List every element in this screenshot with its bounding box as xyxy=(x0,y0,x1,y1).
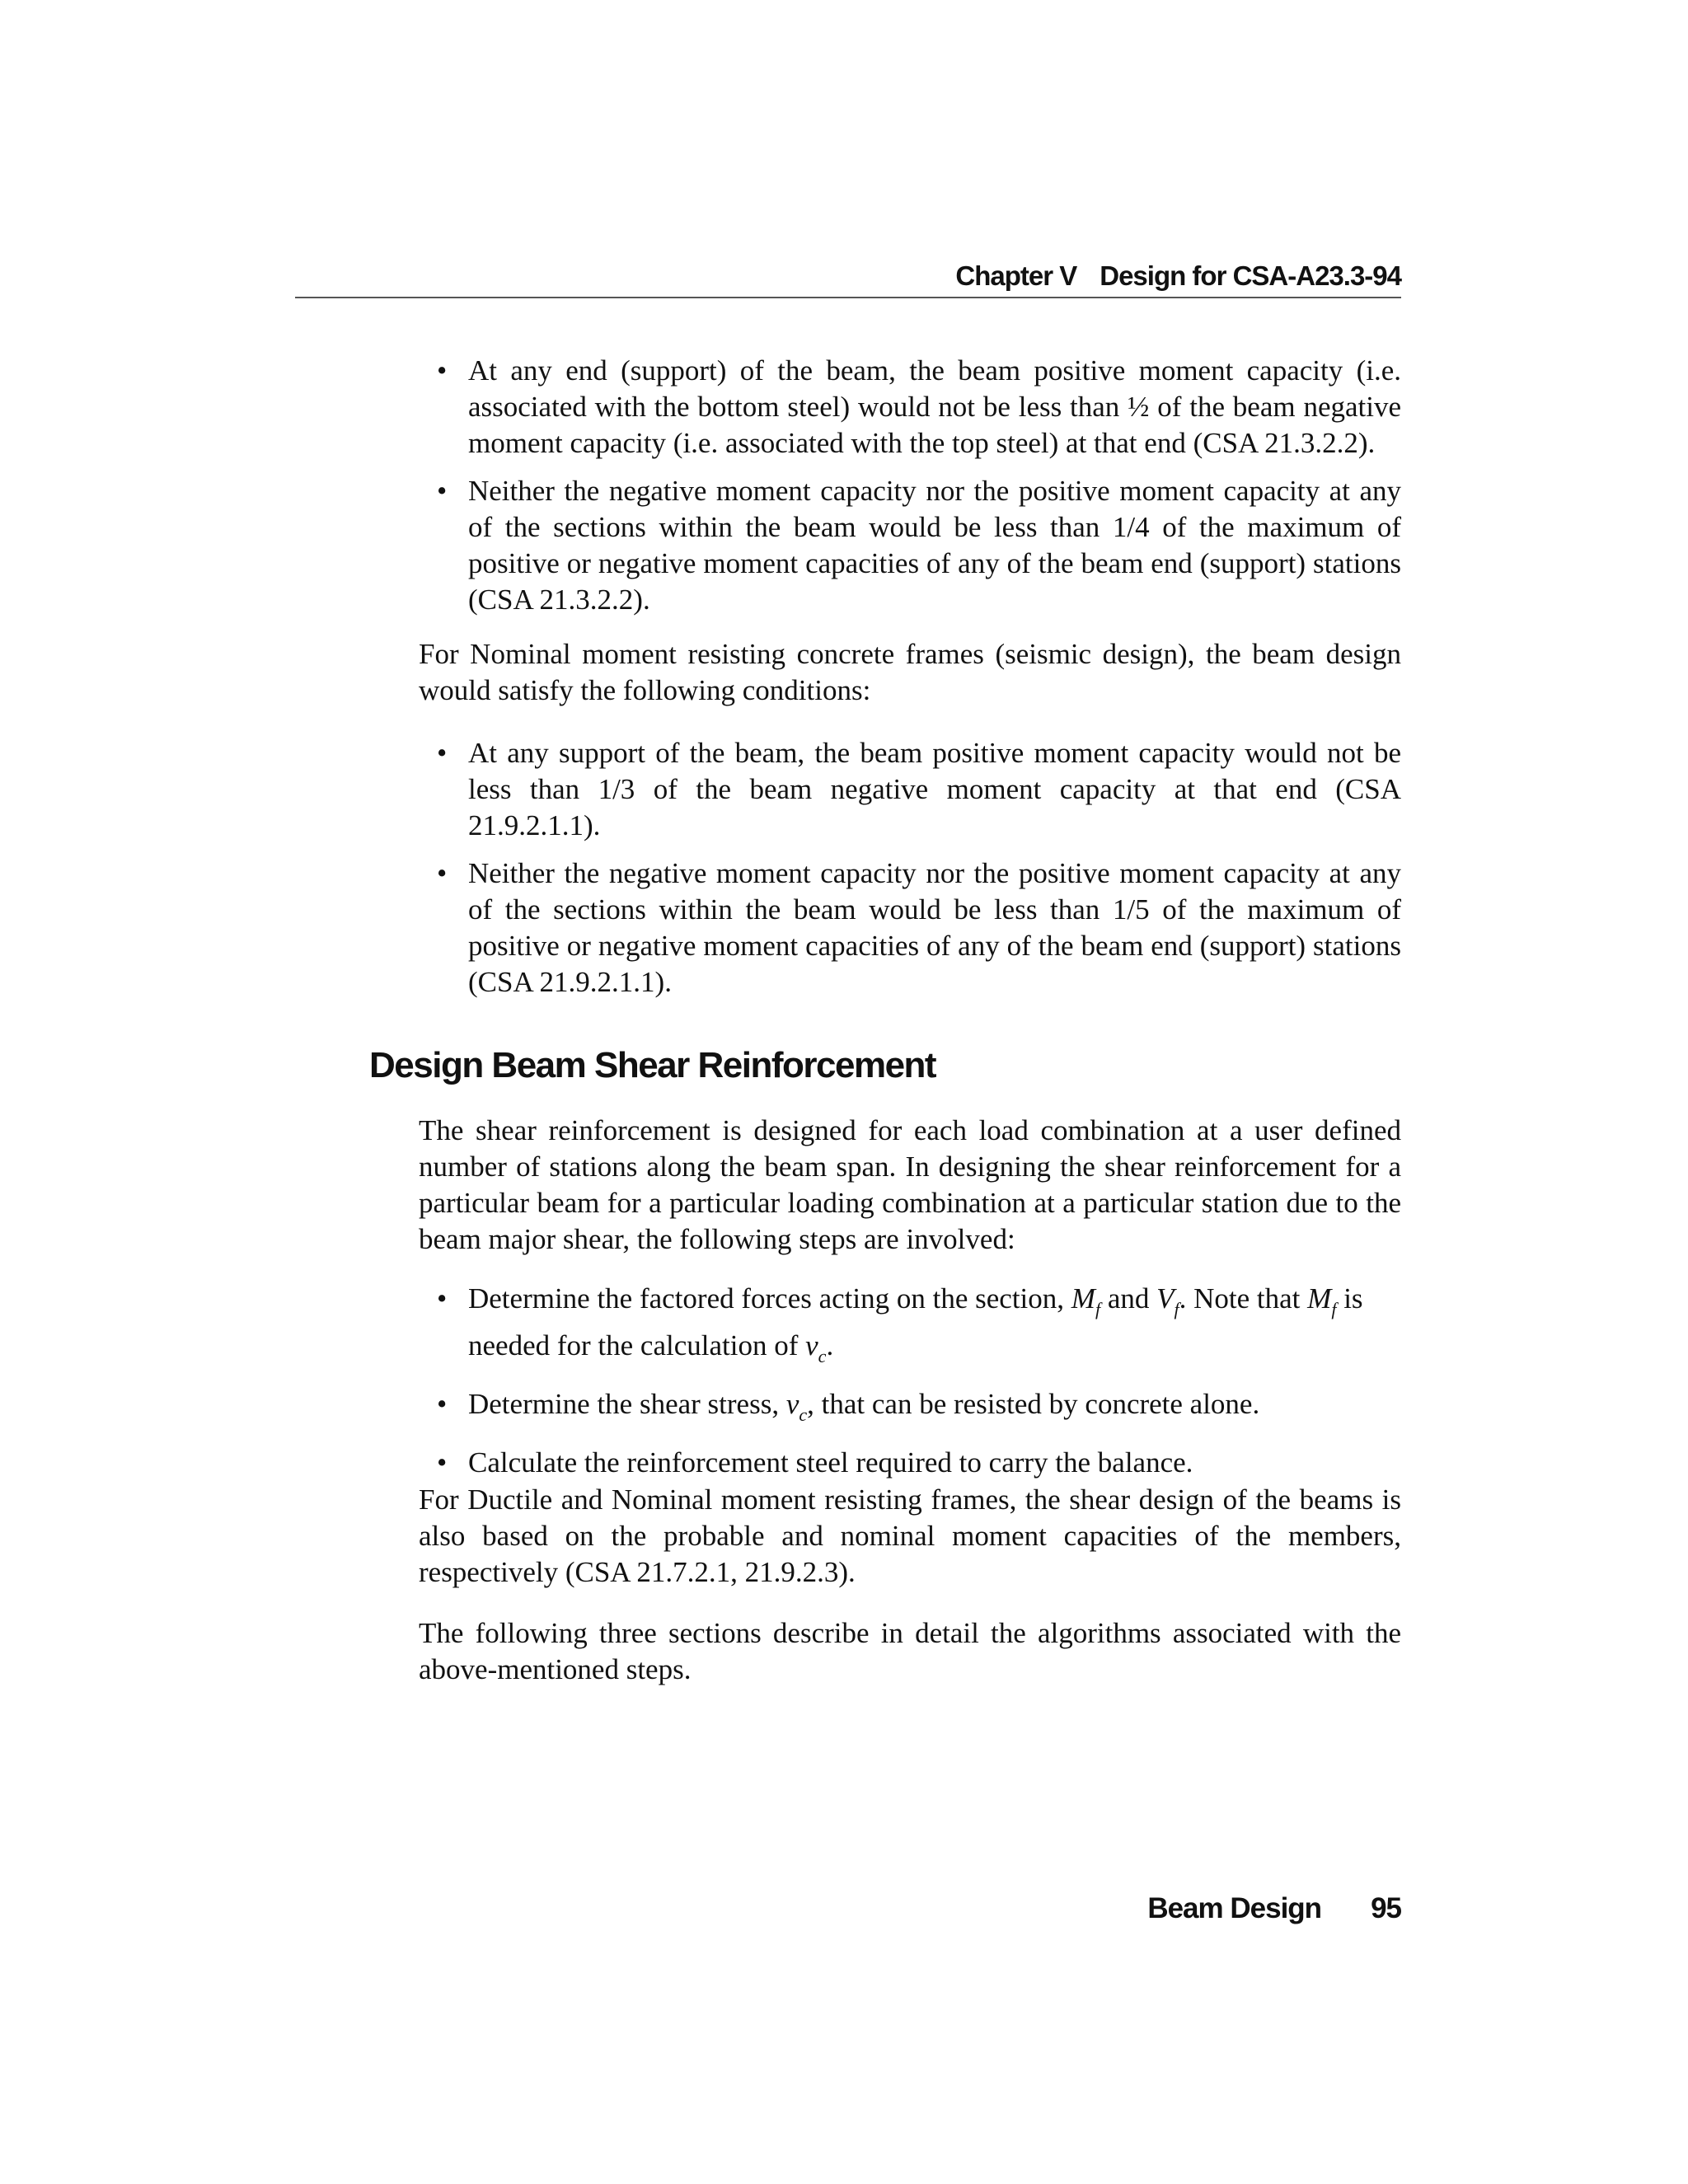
list-item: • Neither the negative moment capacity nor the positive moment capacity at any of the sections within the beam would be less than 1/4 of the maximum of positive or negative moment capacities of any of the beam end (support) stations (CSA 21.3.2.2). xyxy=(419,473,1401,618)
running-header xyxy=(295,262,1401,298)
math-v: v xyxy=(785,1388,799,1420)
page-number: 95 xyxy=(1371,1892,1401,1924)
paragraph: The shear reinforcement is designed for each load combination at a user defined number of stations along the beam span. In designing the shear reinforcement for a particular beam for a particular loading combination at a particular station due to the beam major shear, the following steps are involved: xyxy=(419,1114,1401,1255)
bullet-list-1 xyxy=(419,353,1401,618)
math-V: V xyxy=(1156,1282,1175,1315)
list-item: • Neither the negative moment capacity nor the positive moment capacity at any of the sections within the beam would be less than 1/5 of the maximum of positive or negative moment capacities of any of the beam end (support) stations (CSA 21.9.2.1.1). xyxy=(419,855,1401,1001)
bullet-list-2 xyxy=(419,735,1401,1001)
ductile-paragraph xyxy=(419,1482,1401,1591)
list-item: • At any support of the beam, the beam positive moment capacity would not be less than 1/3 of the beam negative moment capacity at that end (CSA 21.9.2.1.1). xyxy=(419,735,1401,844)
header-chapter: Chapter V xyxy=(955,260,1077,291)
shear-intro xyxy=(419,1113,1401,1258)
section1-bullets-block xyxy=(419,353,1401,630)
page-footer xyxy=(989,1892,1401,1925)
list-item: • Calculate the reinforcement steel required to carry the balance. xyxy=(419,1445,1401,1481)
shear-steps xyxy=(419,1281,1401,1493)
section1-bullets-block-2 xyxy=(419,735,1401,1012)
list-item: • At any end (support) of the beam, the beam positive moment capacity (i.e. associated with the bottom steel) would not be less than ½ of the beam negative moment capacity (i.e. associated with the top steel) at that end (CSA 21.3.2.2). xyxy=(419,353,1401,462)
footer-section: Beam Design xyxy=(1147,1892,1322,1924)
paragraph: The following three sections describe in detail the algorithms associated with the above-mentioned steps. xyxy=(419,1617,1401,1685)
math-M: M xyxy=(1307,1282,1332,1315)
paragraph: For Nominal moment resisting concrete frames (seismic design), the beam design would satisfy the following conditions: xyxy=(419,638,1401,706)
paragraph: For Ductile and Nominal moment resisting frames, the shear design of the beams is also based on the probable and nominal moment capacities of the members, respectively (CSA 21.7.2.1, 21.9.2.3). xyxy=(419,1483,1401,1588)
math-M: M xyxy=(1071,1282,1095,1315)
closing-paragraph xyxy=(419,1615,1401,1688)
list-item: • Determine the shear stress, $v_c$, that can be resisted by concrete alone. xyxy=(419,1386,1401,1433)
section-heading: Design Beam Shear Reinforcement xyxy=(369,1045,936,1085)
nominal-frames-intro xyxy=(419,636,1401,709)
header-title: Design for CSA-A23.3-94 xyxy=(1100,260,1401,291)
math-v: v xyxy=(805,1329,818,1361)
list-item: • Determine the factored forces acting on the section, $M_f$ and $V_f$. Note that $M_f$ is needed for the calculation of $v_c$. xyxy=(419,1281,1401,1375)
bullet-list-3 xyxy=(419,1281,1401,1481)
